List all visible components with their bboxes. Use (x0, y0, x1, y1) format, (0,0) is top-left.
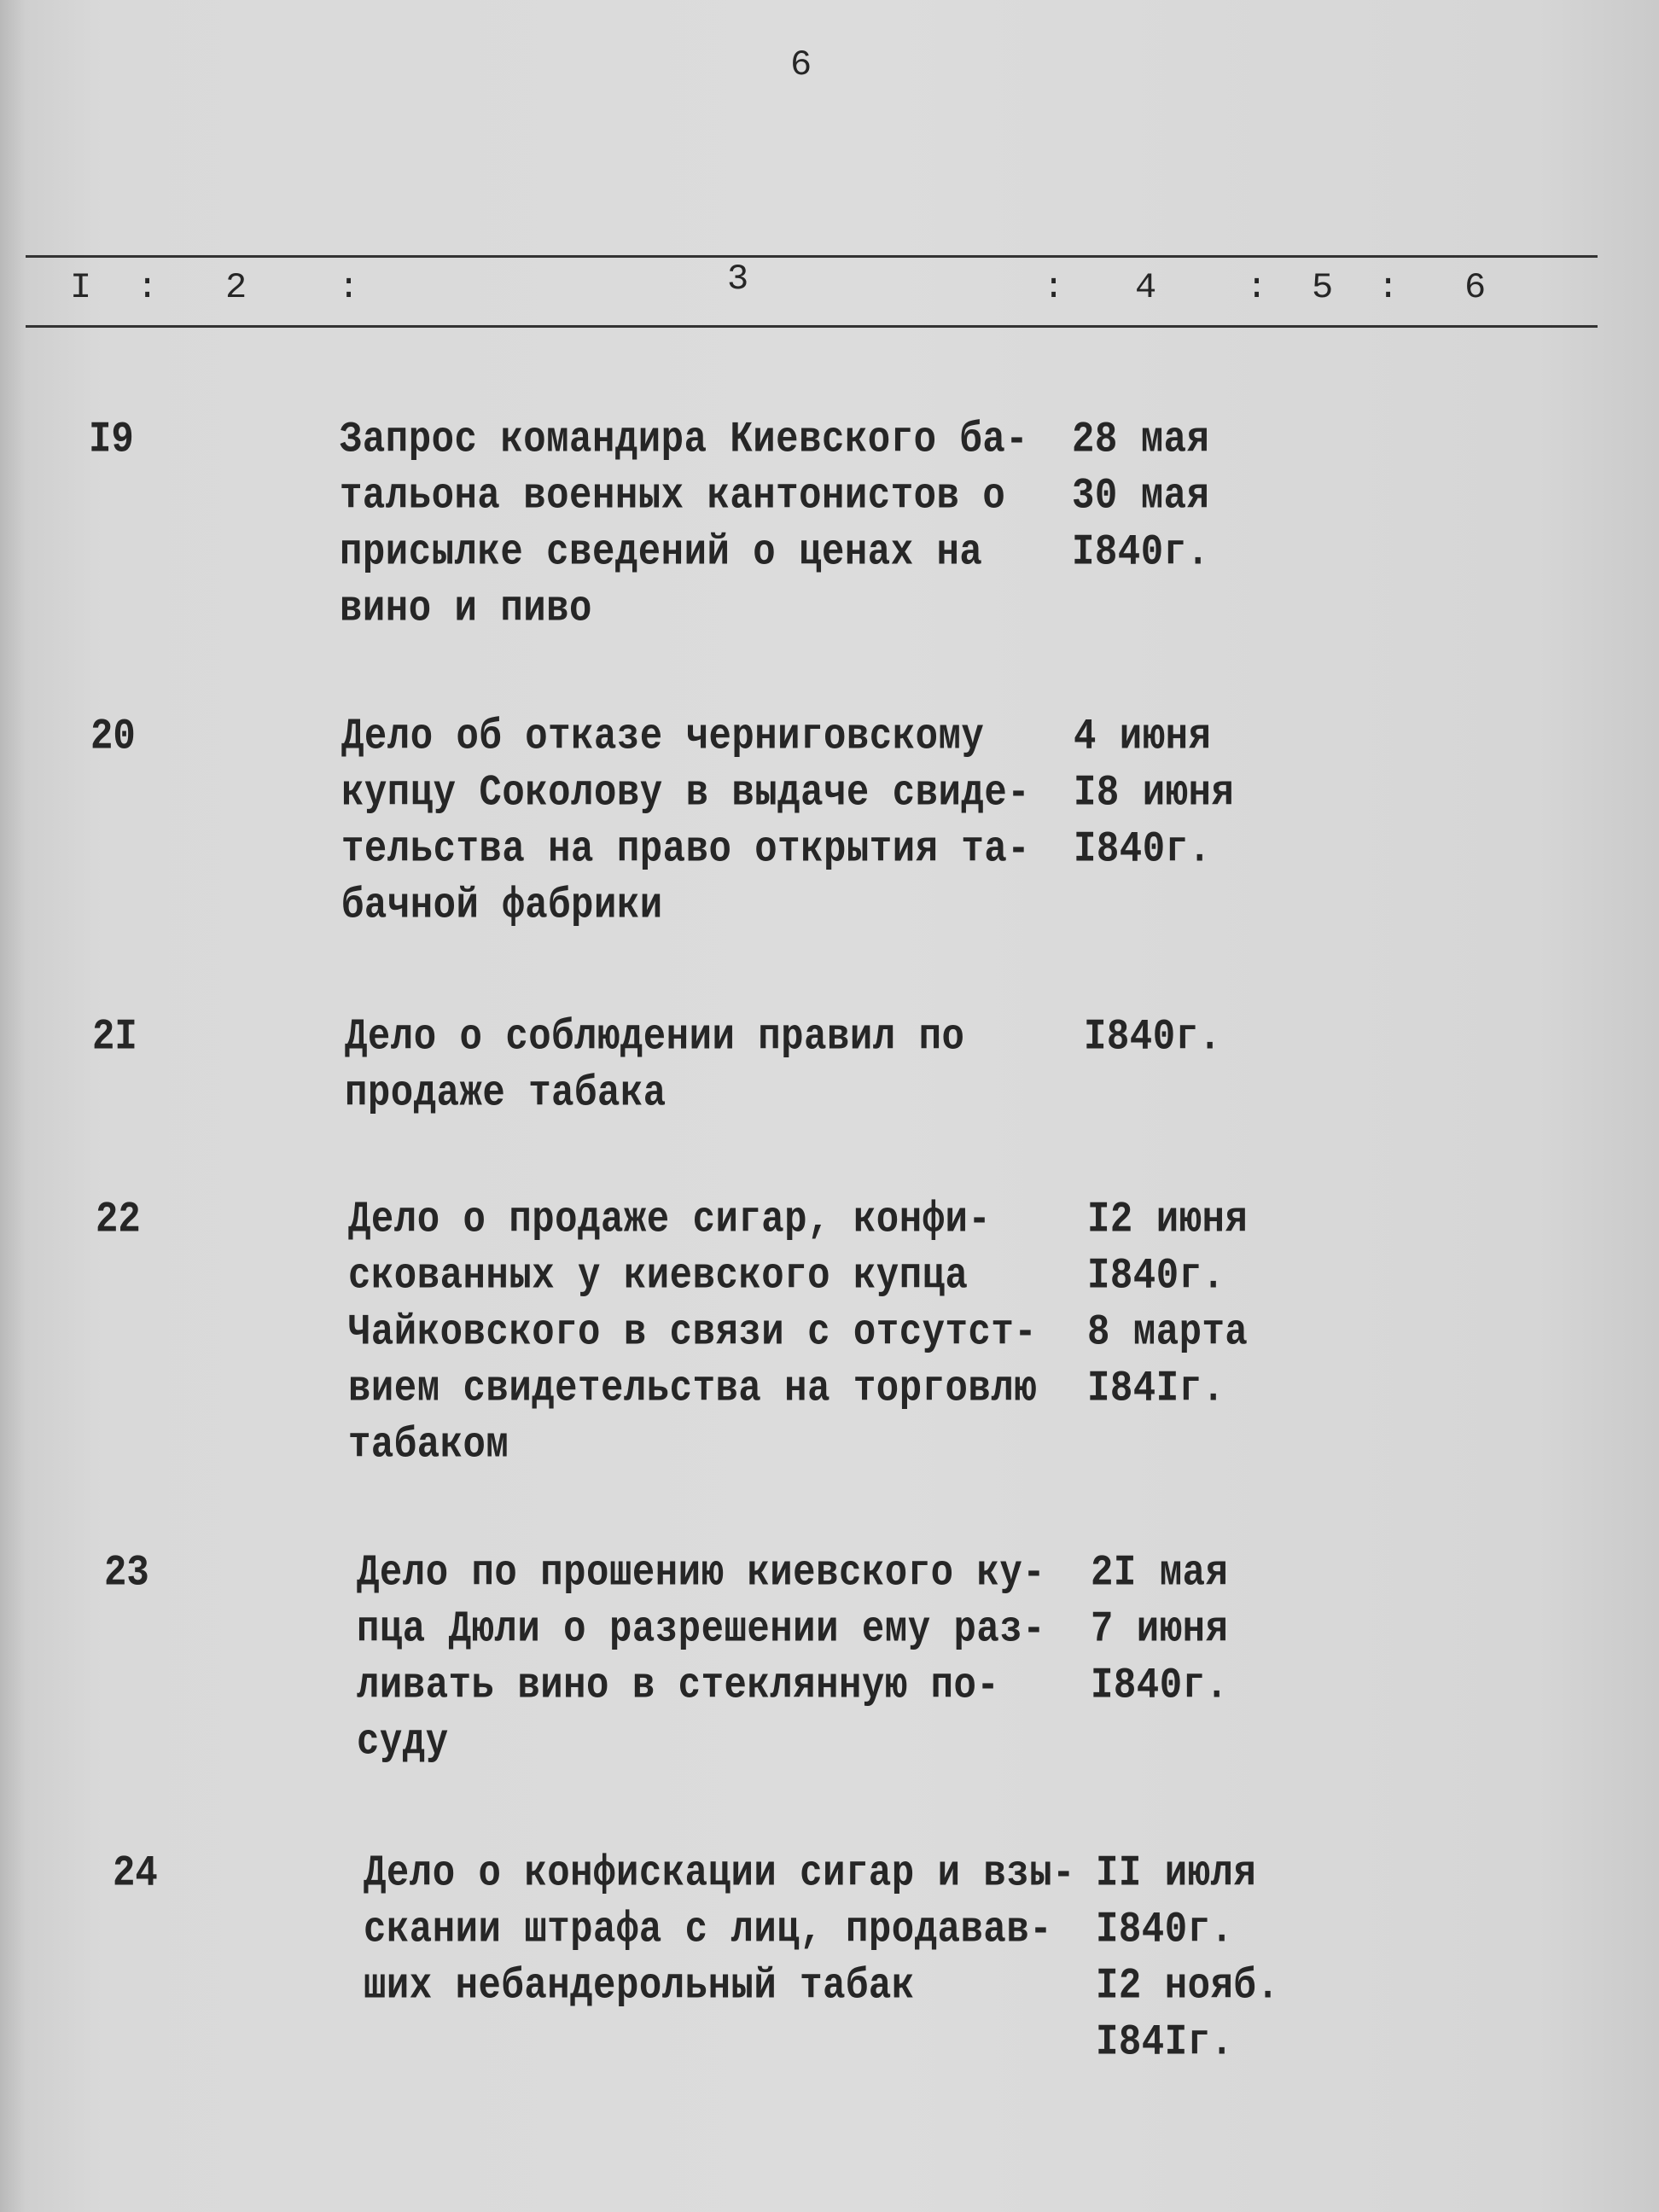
description-line: Запрос командира Киевского ба- (340, 416, 1029, 465)
date-line: I840г. (1074, 825, 1212, 875)
description-line: вино и пиво (340, 585, 592, 634)
case-number: 2I (92, 1013, 137, 1062)
column-separator: : (1377, 267, 1400, 308)
column-separator: : (1043, 267, 1065, 308)
date-line: II июля (1096, 1849, 1257, 1899)
case-description (364, 1842, 1075, 2011)
column-header: 4 (1135, 267, 1157, 308)
date-line: I2 июня (1087, 1196, 1249, 1245)
case-number: 24 (113, 1849, 158, 1899)
description-line: скованных у киевского купца (348, 1252, 969, 1301)
case-dates (1087, 1188, 1248, 1413)
date-line: I840г. (1084, 1013, 1222, 1062)
column-header: 2 (225, 267, 247, 308)
case-description (340, 408, 1028, 633)
date-line: 4 июня (1074, 713, 1212, 762)
description-line: купцу Соколову в выдаче свиде- (341, 769, 1031, 818)
date-line: 8 марта (1087, 1308, 1249, 1358)
date-line: 30 мая (1072, 472, 1210, 521)
case-dates (1091, 1541, 1228, 1710)
description-line: скании штрафа с лиц, продавав- (364, 1906, 1053, 1955)
case-description (345, 1005, 964, 1118)
column-header: 5 (1312, 267, 1334, 308)
description-line: бачной фабрики (341, 882, 663, 931)
column-separator: : (137, 267, 159, 308)
description-line: Дело о конфискации сигар и взы- (364, 1849, 1076, 1899)
date-line: I84Iг. (1087, 1365, 1225, 1414)
description-line: пца Дюли о разрешении ему раз- (357, 1605, 1046, 1655)
date-line: I2 нояб. (1096, 1962, 1280, 2011)
description-line: тальона военных кантонистов о (340, 472, 1006, 521)
description-line: ливать вино в стеклянную по- (357, 1662, 1000, 1711)
date-line: I840г. (1087, 1252, 1225, 1301)
description-line: вием свидетельства на торговлю (348, 1365, 1038, 1414)
case-number: 23 (104, 1549, 149, 1598)
case-description (341, 705, 1030, 930)
date-line: I840г. (1091, 1662, 1229, 1711)
date-line: 2I мая (1091, 1549, 1229, 1598)
date-line: I840г. (1072, 528, 1210, 578)
description-line: тельства на право открытия та- (341, 825, 1031, 875)
case-number: 20 (90, 713, 136, 762)
column-header: 3 (727, 259, 749, 300)
date-line: I8 июня (1074, 769, 1235, 818)
description-line: присылке сведений о ценах на (340, 528, 983, 578)
description-line: ших небандерольный табак (364, 1962, 915, 2011)
description-line: Дело об отказе черниговскому (341, 713, 985, 762)
case-dates (1096, 1842, 1279, 2067)
column-separator: : (1246, 267, 1268, 308)
header-bottom-rule (26, 325, 1598, 328)
description-line: Чайковского в связи с отсутст- (348, 1308, 1038, 1358)
description-line: Дело о продаже сигар, конфи- (348, 1196, 992, 1245)
description-line: табаком (348, 1421, 509, 1470)
column-header: 6 (1464, 267, 1487, 308)
case-dates (1084, 1005, 1221, 1062)
description-line: Дело по прошению киевского ку- (357, 1549, 1046, 1598)
date-line: 7 июня (1091, 1605, 1229, 1655)
description-line: Дело о соблюдении правил по (345, 1013, 965, 1062)
case-number: 22 (96, 1196, 141, 1245)
page-number: 6 (790, 44, 812, 85)
case-dates (1072, 408, 1209, 577)
case-description (348, 1188, 1037, 1470)
column-separator: : (338, 267, 360, 308)
case-description (357, 1541, 1045, 1767)
header-top-rule (26, 255, 1598, 258)
case-number: I9 (89, 416, 134, 465)
date-line: I84Iг. (1096, 2018, 1234, 2068)
date-line: 28 мая (1072, 416, 1210, 465)
date-line: I840г. (1096, 1906, 1234, 1955)
description-line: продаже табака (345, 1069, 667, 1119)
case-dates (1074, 705, 1234, 874)
description-line: суду (357, 1718, 449, 1767)
column-header: I (70, 267, 92, 308)
